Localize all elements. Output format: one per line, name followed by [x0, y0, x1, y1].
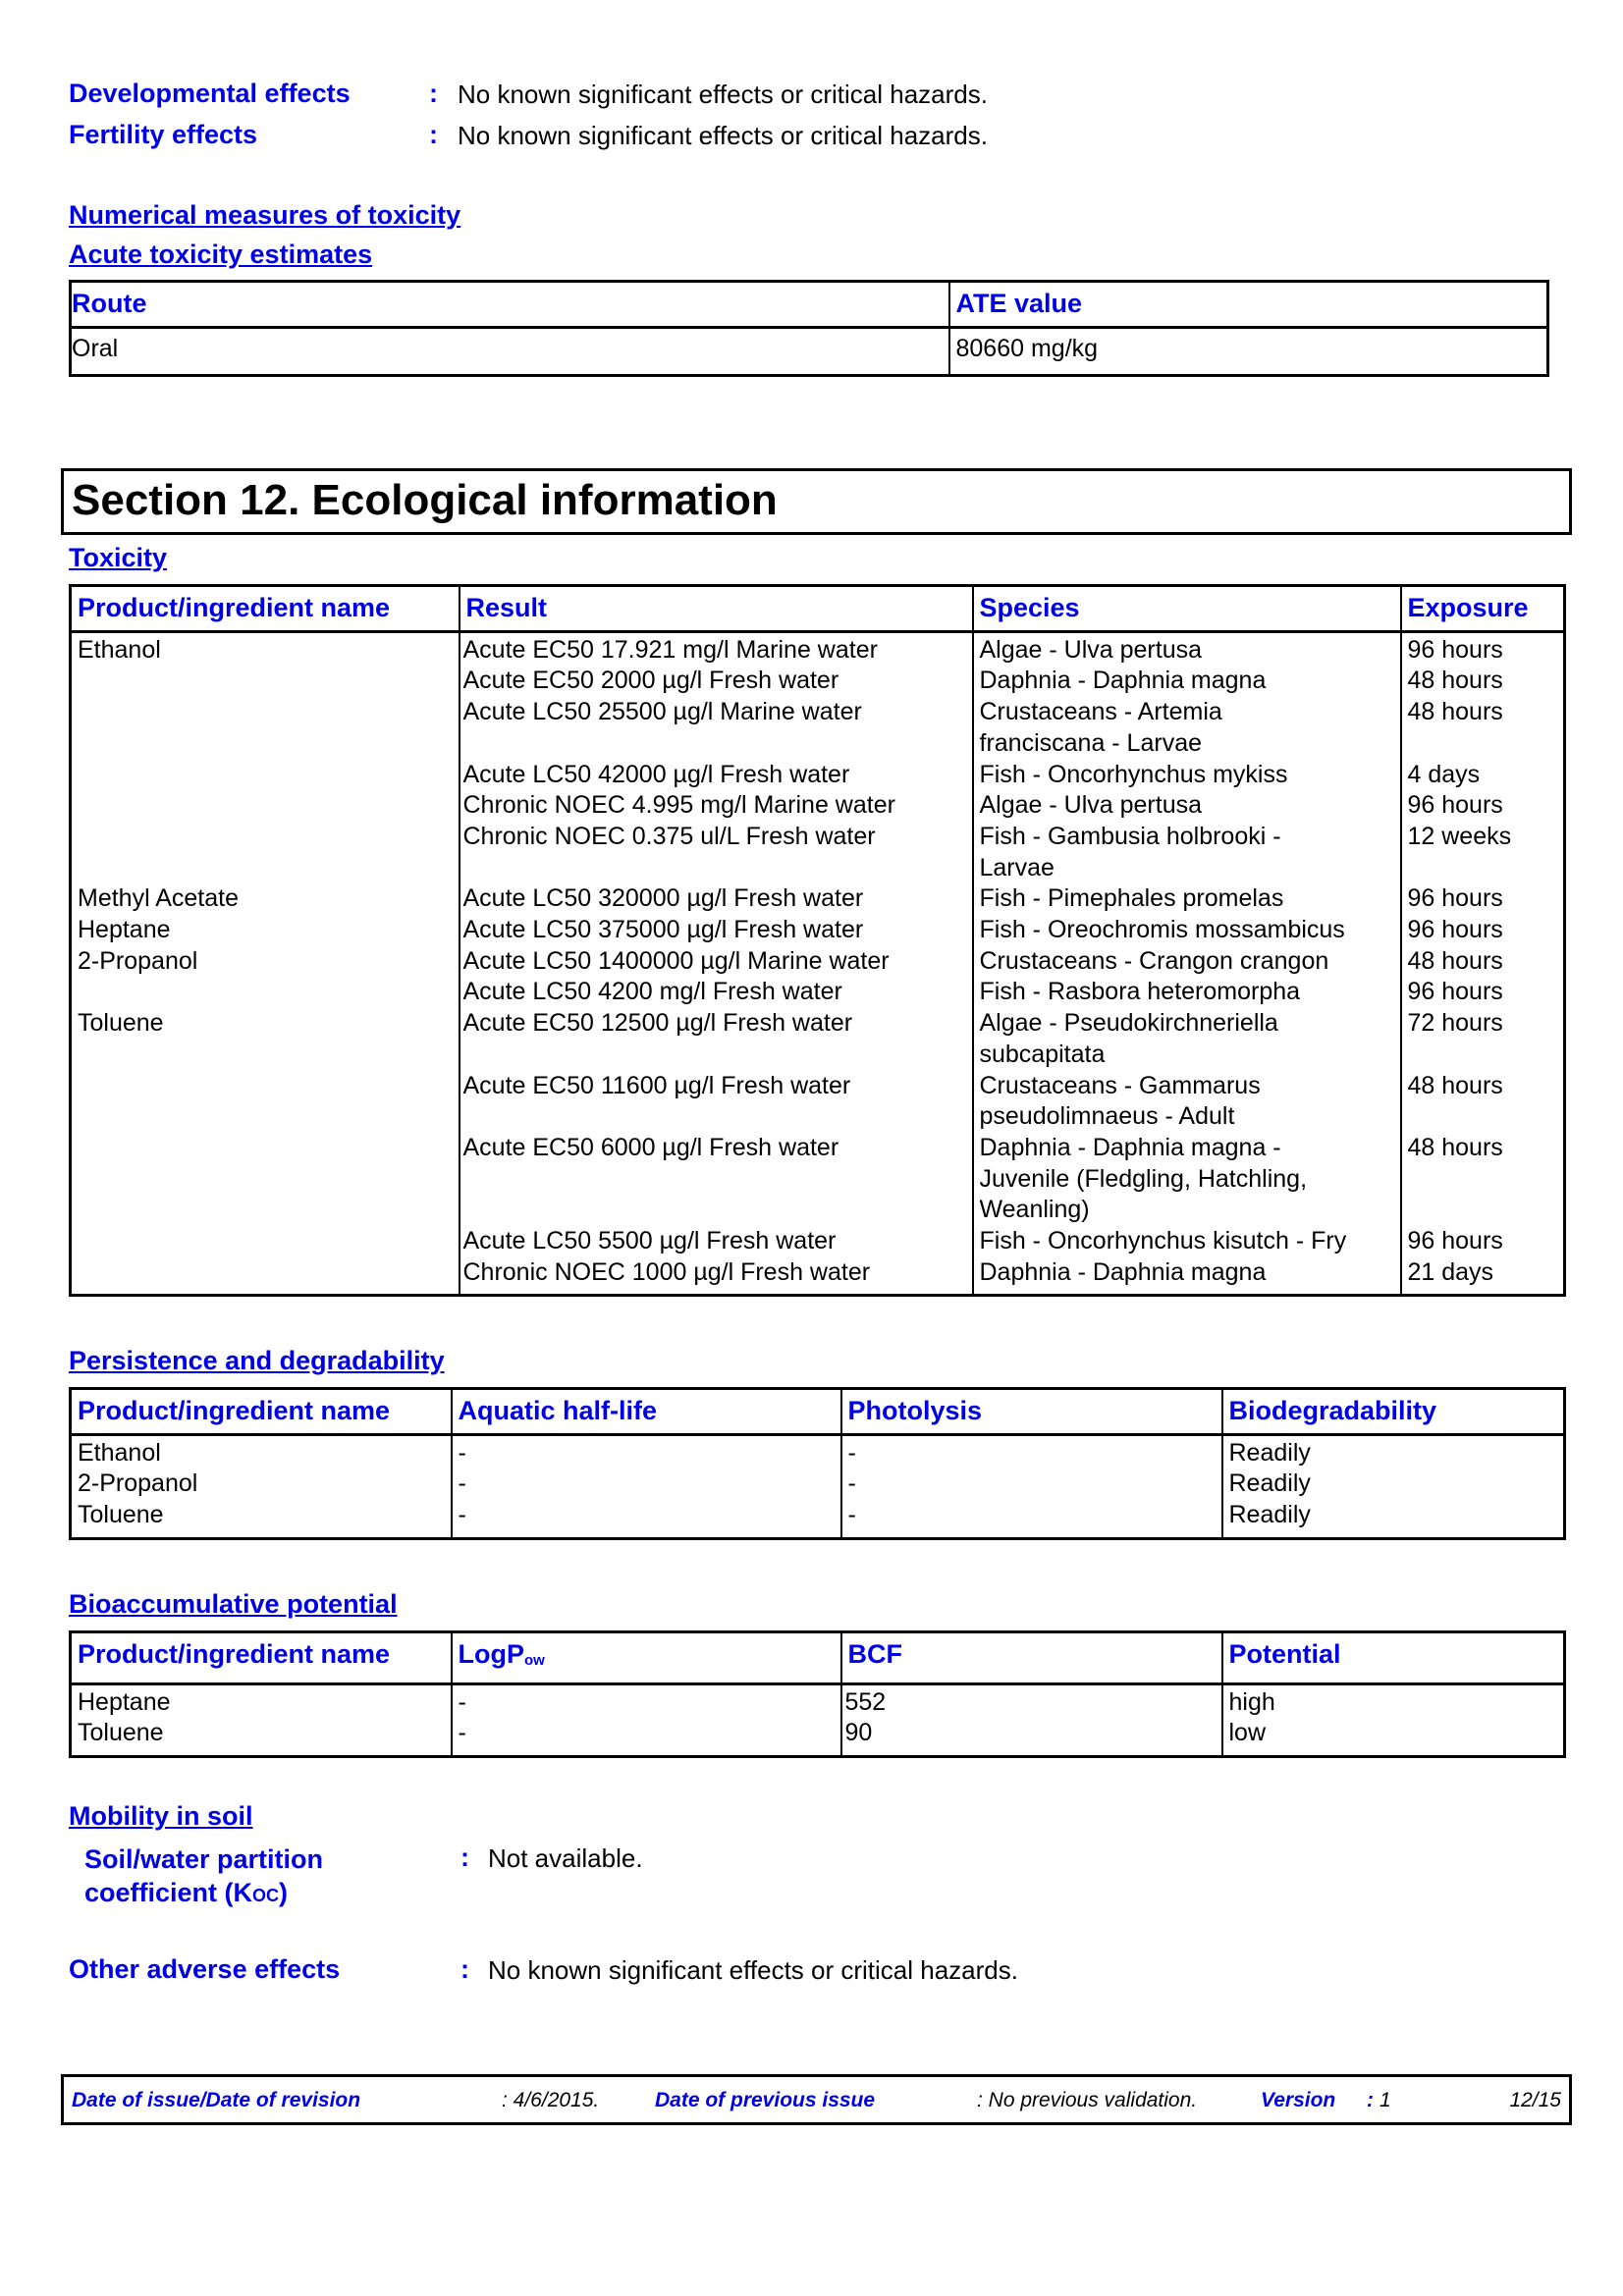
footer-issue-label: Date of issue/Date of revision	[72, 2089, 361, 2111]
biodegradability-value: Readily	[1228, 1501, 1311, 1529]
species-line: pseudolimnaeus - Adult	[979, 1102, 1235, 1131]
half-life-value: -	[458, 1438, 466, 1467]
ingredient-name: Heptane	[78, 915, 171, 943]
ate-route-cell: Oral	[71, 327, 949, 376]
colon: :	[429, 79, 438, 108]
ingredient-name: Toluene	[78, 1009, 164, 1038]
numerical-measures-heading: Numerical measures of toxicity	[69, 200, 461, 230]
species-line: Daphnia - Daphnia magna	[979, 1257, 1267, 1286]
ingredient-name: Heptane	[78, 1687, 171, 1716]
result-line: Acute EC50 11600 µg/l Fresh water	[462, 1071, 851, 1099]
species-line: Algae - Ulva pertusa	[979, 791, 1203, 820]
ingredient-name: Ethanol	[78, 1438, 161, 1467]
label-text: )	[279, 1878, 289, 1907]
exposure-line: 96 hours	[1407, 884, 1503, 913]
exposure-line: 96 hours	[1407, 635, 1503, 664]
species-line: Daphnia - Daphnia magna -	[979, 1133, 1281, 1161]
fertility-effects-value: No known significant effects or critical hazards.	[458, 121, 988, 150]
soil-water-partition-label	[84, 1842, 323, 1912]
toxicity-results-cell	[460, 631, 973, 1296]
colon: :	[460, 1842, 469, 1872]
species-line: Algae - Pseudokirchneriella	[979, 1009, 1278, 1038]
exposure-line: 4 days	[1407, 760, 1481, 788]
table-row	[71, 1434, 1565, 1538]
footer-previous-label: Date of previous issue	[655, 2089, 876, 2111]
species-line: Crustaceans - Crangon crangon	[979, 946, 1329, 975]
species-line: subcapitata	[979, 1040, 1106, 1068]
result-line: Chronic NOEC 4.995 mg/l Marine water	[462, 791, 895, 820]
bioaccumulative-bcf-cell	[841, 1683, 1222, 1756]
half-life-value: -	[458, 1501, 466, 1529]
toxicity-table	[69, 584, 1566, 1297]
species-line: Fish - Oncorhynchus kisutch - Fry	[979, 1227, 1347, 1255]
label-text: coefficient (K	[84, 1878, 253, 1907]
persistence-header-name: Product/ingredient name	[71, 1389, 452, 1435]
ate-value-cell: 80660 mg/kg	[955, 334, 1099, 362]
footer-version-label: Version	[1261, 2089, 1336, 2111]
table-row	[71, 1683, 1565, 1756]
logp-subscript: ow	[524, 1652, 545, 1669]
species-line: franciscana - Larvae	[979, 728, 1203, 757]
toxicity-header-species: Species	[973, 586, 1401, 632]
species-line: Algae - Ulva pertusa	[979, 635, 1203, 664]
species-line: Crustaceans - Gammarus	[979, 1071, 1261, 1099]
exposure-line: 12 weeks	[1407, 822, 1512, 850]
exposure-line: 21 days	[1407, 1257, 1494, 1286]
developmental-effects-value: No known significant effects or critical hazards.	[458, 80, 988, 109]
ingredient-name: Ethanol	[78, 635, 161, 664]
species-line: Weanling)	[979, 1196, 1090, 1224]
photolysis-value: -	[847, 1438, 856, 1467]
bioaccumulative-names-cell	[71, 1683, 452, 1756]
toxicity-header-result: Result	[460, 586, 973, 632]
species-line: Daphnia - Daphnia magna	[979, 667, 1267, 695]
result-line: Acute LC50 320000 µg/l Fresh water	[462, 884, 864, 913]
section-title: Section 12. Ecological information	[72, 476, 778, 524]
logpow-value: -	[458, 1687, 466, 1716]
result-line: Acute EC50 17.921 mg/l Marine water	[462, 635, 878, 664]
ingredient-name: 2-Propanol	[78, 1469, 198, 1498]
potential-value: low	[1228, 1719, 1267, 1747]
koc-subscript: OC	[252, 1886, 280, 1905]
photolysis-value: -	[847, 1501, 856, 1529]
persistence-heading: Persistence and degradability	[69, 1346, 445, 1375]
bcf-value: 90	[844, 1719, 873, 1747]
persistence-photolysis-cell	[841, 1434, 1222, 1538]
result-line: Acute EC50 12500 µg/l Fresh water	[462, 1009, 853, 1038]
ate-header-value: ATE value	[949, 282, 1548, 328]
toxicity-heading: Toxicity	[69, 543, 168, 572]
species-line: Fish - Gambusia holbrooki -	[979, 822, 1281, 850]
ingredient-name: 2-Propanol	[78, 946, 198, 975]
table-row	[71, 327, 1548, 376]
bioaccumulative-potential-cell	[1222, 1683, 1565, 1756]
colon: :	[429, 120, 438, 149]
logp-label: LogP	[458, 1639, 524, 1669]
ingredient-name: Toluene	[78, 1501, 164, 1529]
footer-version-value: 1	[1380, 2089, 1391, 2111]
acute-toxicity-heading: Acute toxicity estimates	[69, 240, 373, 269]
toxicity-exposure-cell	[1401, 631, 1565, 1296]
result-line: Acute EC50 2000 µg/l Fresh water	[462, 667, 839, 695]
bioaccumulative-heading: Bioaccumulative potential	[69, 1589, 398, 1619]
exposure-line: 48 hours	[1407, 946, 1503, 975]
persistence-table	[69, 1387, 1566, 1540]
result-line: Chronic NOEC 1000 µg/l Fresh water	[462, 1257, 871, 1286]
half-life-value: -	[458, 1469, 466, 1498]
soil-water-partition-value: Not available.	[488, 1843, 643, 1873]
toxicity-header-name: Product/ingredient name	[71, 586, 460, 632]
ingredient-name: Methyl Acetate	[78, 884, 239, 913]
bioaccumulative-header-bcf: BCF	[841, 1632, 1222, 1684]
mobility-heading: Mobility in soil	[69, 1801, 253, 1831]
exposure-line: 48 hours	[1407, 1133, 1503, 1161]
bioaccumulative-table	[69, 1630, 1566, 1758]
potential-value: high	[1228, 1687, 1275, 1716]
exposure-line: 96 hours	[1407, 916, 1503, 943]
species-line: Fish - Oreochromis mossambicus	[979, 916, 1345, 944]
persistence-header-photolysis: Photolysis	[841, 1389, 1222, 1435]
label-line: Soil/water partition	[84, 1844, 324, 1874]
result-line: Acute LC50 5500 µg/l Fresh water	[462, 1226, 837, 1255]
footer-page-number: 12/15	[1509, 2089, 1561, 2111]
bioaccumulative-header-name: Product/ingredient name	[71, 1632, 452, 1684]
other-adverse-effects-value: No known significant effects or critical hazards.	[488, 1955, 1018, 1985]
species-line: Crustaceans - Artemia	[979, 698, 1222, 726]
species-line: Juvenile (Fledgling, Hatchling,	[979, 1164, 1308, 1193]
exposure-line: 72 hours	[1407, 1009, 1503, 1038]
species-line: Fish - Rasbora heteromorpha	[979, 978, 1301, 1006]
persistence-header-biodegradability: Biodegradability	[1222, 1389, 1565, 1435]
species-line: Larvae	[979, 853, 1055, 881]
biodegradability-value: Readily	[1228, 1438, 1311, 1467]
colon: :	[460, 1954, 469, 1984]
result-line: Acute EC50 6000 µg/l Fresh water	[462, 1133, 839, 1161]
exposure-line: 48 hours	[1407, 667, 1503, 695]
ate-table	[69, 280, 1549, 377]
persistence-header-half-life: Aquatic half-life	[452, 1389, 841, 1435]
label-line	[84, 1876, 323, 1912]
result-line: Acute LC50 1400000 µg/l Marine water	[462, 946, 890, 975]
fertility-effects-label: Fertility effects	[69, 120, 258, 149]
logpow-value: -	[458, 1719, 466, 1747]
result-line: Acute LC50 25500 µg/l Marine water	[462, 698, 862, 726]
persistence-biodegradability-cell	[1222, 1434, 1565, 1538]
exposure-line: 48 hours	[1407, 698, 1503, 726]
footer	[61, 2074, 1572, 2125]
toxicity-species-cell	[973, 631, 1401, 1296]
persistence-names-cell	[71, 1434, 452, 1538]
photolysis-value: -	[847, 1469, 856, 1498]
exposure-line: 96 hours	[1407, 978, 1503, 1006]
other-adverse-effects-label: Other adverse effects	[69, 1954, 341, 1984]
ate-header-route: Route	[71, 282, 949, 328]
toxicity-names-cell	[71, 631, 460, 1296]
ingredient-name: Toluene	[78, 1719, 164, 1747]
section-header	[61, 468, 1572, 535]
result-line: Chronic NOEC 0.375 ul/L Fresh water	[462, 822, 876, 850]
toxicity-header-exposure: Exposure	[1401, 586, 1565, 632]
footer-previous-value: : No previous validation.	[977, 2089, 1198, 2111]
bioaccumulative-header-logpow	[452, 1632, 841, 1684]
developmental-effects-label: Developmental effects	[69, 79, 351, 108]
exposure-line: 96 hours	[1407, 1226, 1503, 1255]
result-line: Acute LC50 4200 mg/l Fresh water	[462, 978, 842, 1006]
footer-issue-value: : 4/6/2015.	[502, 2089, 600, 2111]
exposure-line: 96 hours	[1407, 791, 1503, 820]
result-line: Acute LC50 375000 µg/l Fresh water	[462, 916, 864, 943]
bcf-value: 552	[844, 1687, 887, 1716]
species-line: Fish - Pimephales promelas	[979, 884, 1284, 913]
bioaccumulative-logpow-cell	[452, 1683, 841, 1756]
persistence-half-life-cell	[452, 1434, 841, 1538]
bioaccumulative-header-potential: Potential	[1222, 1632, 1565, 1684]
result-line: Acute LC50 42000 µg/l Fresh water	[462, 760, 850, 788]
table-row	[71, 631, 1565, 1296]
species-line: Fish - Oncorhynchus mykiss	[979, 760, 1288, 788]
footer-version-colon: :	[1367, 2089, 1374, 2111]
exposure-line: 48 hours	[1407, 1071, 1503, 1099]
biodegradability-value: Readily	[1228, 1469, 1311, 1498]
